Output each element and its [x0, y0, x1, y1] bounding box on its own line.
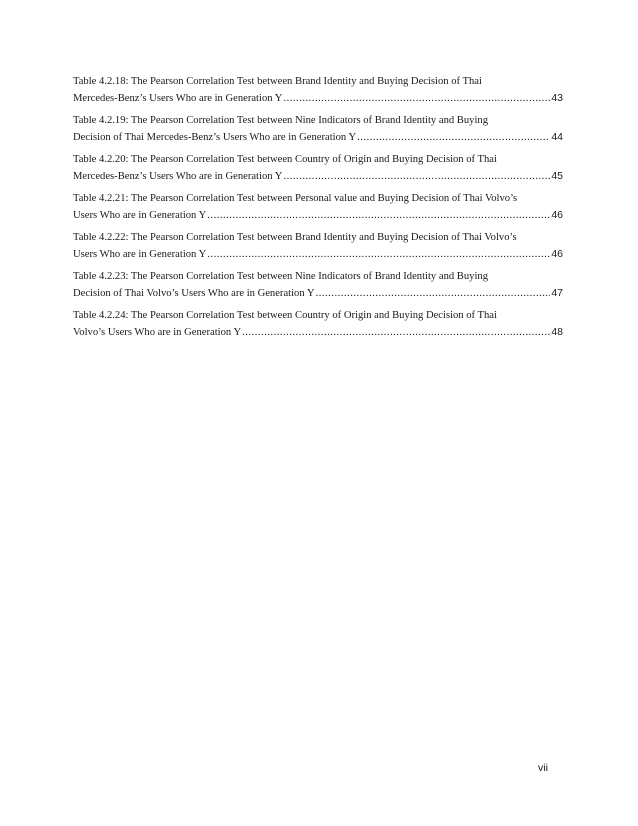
toc-entry-title: Table 4.2.24: The Pearson Correlation Test between Country of Origin and Buying Decision of Thai	[73, 310, 497, 321]
toc-entry[interactable]	[73, 112, 563, 146]
toc-entry[interactable]	[73, 229, 563, 263]
dot-leader	[283, 90, 550, 107]
toc-entry-page: 46	[551, 248, 563, 260]
dot-leader	[207, 207, 550, 224]
toc-entry-title: Table 4.2.20: The Pearson Correlation Test between Country of Origin and Buying Decision of Thai	[73, 154, 497, 165]
toc-entry-title: Table 4.2.18: The Pearson Correlation Test between Brand Identity and Buying Decision of Thai	[73, 76, 482, 87]
toc-entry-title: Table 4.2.22: The Pearson Correlation Test between Brand Identity and Buying Decision of Thai Volvo’s	[73, 232, 517, 243]
toc-entry-title-continued: Users Who are in Generation Y	[73, 210, 207, 221]
toc-entry-title-continued: Decision of Thai Mercedes-Benz’s Users Who are in Generation Y	[73, 132, 357, 143]
toc-entry[interactable]	[73, 151, 563, 185]
toc-entry-page: 44	[551, 131, 563, 143]
dot-leader	[207, 246, 550, 263]
toc-entry-title-continued: Mercedes-Benz’s Users Who are in Generation Y	[73, 93, 283, 104]
toc-entry-page: 47	[551, 287, 563, 299]
toc-entry[interactable]	[73, 190, 563, 224]
dot-leader	[283, 168, 550, 185]
toc-entry-title: Table 4.2.19: The Pearson Correlation Test between Nine Indicators of Brand Identity and Buying	[73, 115, 489, 126]
dot-leader	[242, 324, 550, 341]
toc-entry[interactable]	[73, 307, 563, 341]
dot-leader	[357, 129, 550, 146]
toc-entry-title-continued: Volvo’s Users Who are in Generation Y	[73, 327, 242, 338]
toc-entry-page: 46	[551, 209, 563, 221]
list-of-tables	[73, 73, 563, 346]
toc-entry-title: Table 4.2.23: The Pearson Correlation Test between Nine Indicators of Brand Identity and Buying	[73, 271, 489, 282]
page-number: vii	[538, 762, 548, 774]
toc-entry-title-continued: Decision of Thai Volvo’s Users Who are in Generation Y	[73, 288, 315, 299]
toc-entry[interactable]	[73, 268, 563, 302]
toc-entry-title-continued: Mercedes-Benz’s Users Who are in Generation Y	[73, 171, 283, 182]
toc-entry-title: Table 4.2.21: The Pearson Correlation Test between Personal value and Buying Decision of Thai Volvo’s	[73, 193, 518, 204]
toc-entry-page: 45	[551, 170, 563, 182]
dot-leader	[316, 285, 551, 302]
toc-entry-title-continued: Users Who are in Generation Y	[73, 249, 207, 260]
toc-entry-page: 43	[551, 92, 563, 104]
toc-entry-page: 48	[551, 326, 563, 338]
toc-entry[interactable]	[73, 73, 563, 107]
